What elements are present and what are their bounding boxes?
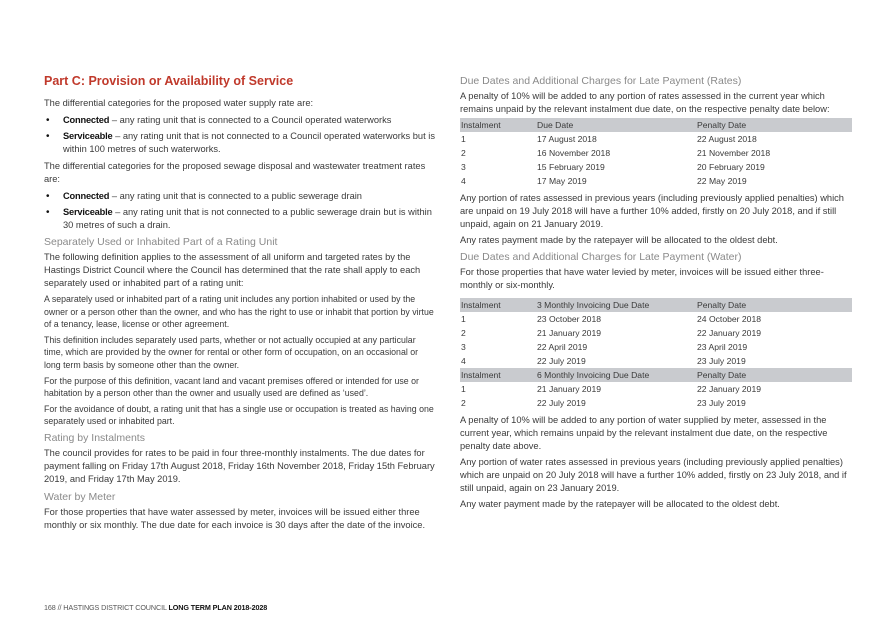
column-header: 6 Monthly Invoicing Due Date <box>537 370 650 380</box>
bullet-term: Serviceable <box>63 207 113 217</box>
footer-page-info: 168 // HASTINGS DISTRICT COUNCIL <box>44 603 169 612</box>
separately-used-heading: Separately Used or Inhabited Part of a Rating Unit <box>44 236 278 248</box>
table-cell: 1 <box>461 314 466 324</box>
table-row <box>460 354 852 368</box>
water-invoice-intro: For those properties that have water levied by meter, invoices will be issued either three-monthly or six-monthly. <box>460 267 824 290</box>
list-item <box>44 206 436 232</box>
table-row <box>460 396 852 410</box>
table-cell: 2 <box>461 398 466 408</box>
table-cell: 3 <box>461 162 466 172</box>
column-header: 3 Monthly Invoicing Due Date <box>537 300 650 310</box>
bullet-text: – any rating unit that is connected to a Council operated waterworks <box>109 115 392 125</box>
table-cell: 24 October 2018 <box>697 314 762 324</box>
table-cell: 22 May 2019 <box>697 176 747 186</box>
rates-allocation-paragraph: Any rates payment made by the ratepayer will be allocated to the oldest debt. <box>460 235 778 245</box>
table-cell: 22 January 2019 <box>697 384 762 394</box>
list-item <box>44 130 436 156</box>
water-arrears-paragraph: Any portion of water rates assessed in previous years (including previously applied penalties) which are unpaid on 20 July 2018 will have a further 10% added, firstly on 23 July 2018, and if still unpaid, again on 23 January 2019. <box>460 457 847 493</box>
column-header: Instalment <box>461 120 501 130</box>
bullet-text: – any rating unit that is not connected to a public sewerage drain but is within 30 metres of such a drain. <box>63 207 432 230</box>
separately-used-paragraph: For the avoidance of doubt, a rating unit that has a single use or occupation is treated as having one separately used or inhabited part. <box>44 403 434 427</box>
table-cell: 4 <box>461 176 466 186</box>
column-header: Penalty Date <box>697 370 747 380</box>
footer-plan-title: LONG TERM PLAN 2018-2028 <box>168 603 268 612</box>
table-row <box>460 382 852 396</box>
water-meter-heading: Water by Meter <box>44 490 116 503</box>
table-cell: 22 July 2019 <box>537 398 586 408</box>
table-cell: 3 <box>461 342 466 352</box>
table-cell: 15 February 2019 <box>537 162 605 172</box>
table-row <box>460 174 852 188</box>
water-due-table <box>460 298 852 410</box>
column-header: Instalment <box>461 300 501 310</box>
column-header: Penalty Date <box>697 120 747 130</box>
table-cell: 22 April 2019 <box>537 342 588 352</box>
water-due-dates-heading: Due Dates and Additional Charges for Late Payment (Water) <box>460 251 742 263</box>
part-title: Part C: Provision or Availability of Service <box>44 74 294 88</box>
table-cell: 21 January 2019 <box>537 384 602 394</box>
table-cell: 23 April 2019 <box>697 342 748 352</box>
column-header: Penalty Date <box>697 300 747 310</box>
rates-due-dates-heading: Due Dates and Additional Charges for Late Payment (Rates) <box>460 75 742 87</box>
page-footer <box>44 603 267 612</box>
table-cell: 23 October 2018 <box>537 314 602 324</box>
separately-used-paragraph: A separately used or inhabited part of a rating unit includes any portion inhabited or used by the owner or a person other than the owner, and who has the right to use or inhabit that portion by virtue of a tenancy, lease, license or other agreement. <box>44 294 434 330</box>
separately-used-paragraph: For the purpose of this definition, vacant land and vacant premises offered or intended for use or habitation by a person other than the owner and usually used are defined as ‘used’. <box>44 375 419 399</box>
table-cell: 23 July 2019 <box>697 356 746 366</box>
water-penalty-paragraph: A penalty of 10% will be added to any portion of water supplied by meter, assessed in the current year, which remains unpaid by the relevant instalment due date, on the respective penalty date above. <box>460 415 828 451</box>
list-item <box>44 114 436 127</box>
rates-penalty-intro: A penalty of 10% will be added to any portion of rates assessed in the current year which remains unpaid by the relevant instalment due date, on the respective penalty date below: <box>460 91 830 114</box>
table-cell: 1 <box>461 134 466 144</box>
rates-due-table <box>460 118 852 188</box>
column-header: Due Date <box>537 120 574 130</box>
table-cell: 1 <box>461 384 466 394</box>
table-cell: 23 July 2019 <box>697 398 746 408</box>
table-row <box>460 340 852 354</box>
table-cell: 16 November 2018 <box>537 148 611 158</box>
table-cell: 17 August 2018 <box>537 134 597 144</box>
table-cell: 22 January 2019 <box>697 328 762 338</box>
table-cell: 4 <box>461 356 466 366</box>
list-item <box>44 190 436 203</box>
table-cell: 17 May 2019 <box>537 176 587 186</box>
sewage-categories-intro: The differential categories for the proposed sewage disposal and wastewater treatment rates are: <box>44 161 426 184</box>
table-row <box>460 160 852 174</box>
rates-arrears-paragraph: Any portion of rates assessed in previous years (including previously applied penalties) which are unpaid on 19 July 2018 will have a further 10% added, firstly on 20 July 2018, and if still unpaid, again on 21 January 2019. <box>460 193 844 229</box>
table-row <box>460 146 852 160</box>
table-cell: 21 January 2019 <box>537 328 602 338</box>
water-categories-intro: The differential categories for the proposed water supply rate are: <box>44 98 314 108</box>
table-cell: 22 August 2018 <box>697 134 757 144</box>
table-header-row <box>460 368 852 382</box>
table-cell: 2 <box>461 148 466 158</box>
separately-used-paragraph: The following definition applies to the assessment of all uniform and targeted rates by the Hastings District Council where the Council has determined that the rate shall apply to each separately used or inhabited part of a rating unit: <box>44 252 421 288</box>
table-cell: 22 July 2019 <box>537 356 586 366</box>
table-cell: 21 November 2018 <box>697 148 771 158</box>
instalments-paragraph: The council provides for rates to be paid in four three-monthly instalments. The due dates for payment falling on Friday 17th August 2018, Friday 16th November 2018, Friday 15th February 2019, and Friday 17th May 2019. <box>44 447 435 484</box>
water-meter-paragraph: For those properties that have water assessed by meter, invoices will be issued either three monthly or six monthly. The due date for each invoice is 30 days after the date of the invoice. <box>44 506 426 530</box>
separately-used-paragraph: This definition includes separately used parts, whether or not actually occupied at any particular time, which are provided by the owner for rental or other form of occupation, on an occasional or long term basis by someone other than the owner. <box>44 334 419 370</box>
column-header: Instalment <box>461 370 501 380</box>
instalments-heading: Rating by Instalments <box>44 431 145 444</box>
table-row <box>460 132 852 146</box>
bullet-term: Connected <box>63 191 110 201</box>
table-cell: 20 February 2019 <box>697 162 765 172</box>
table-header-row <box>460 118 852 132</box>
table-row <box>460 312 852 326</box>
bullet-text: – any rating unit that is connected to a public sewerage drain <box>109 191 362 201</box>
water-allocation-paragraph: Any water payment made by the ratepayer will be allocated to the oldest debt. <box>460 499 780 509</box>
table-header-row <box>460 298 852 312</box>
table-row <box>460 326 852 340</box>
bullet-term: Serviceable <box>63 131 113 141</box>
bullet-text: – any rating unit that is not connected to a Council operated waterworks but is within 100 metres of such waterworks. <box>63 131 435 154</box>
table-cell: 2 <box>461 328 466 338</box>
bullet-term: Connected <box>63 115 110 125</box>
